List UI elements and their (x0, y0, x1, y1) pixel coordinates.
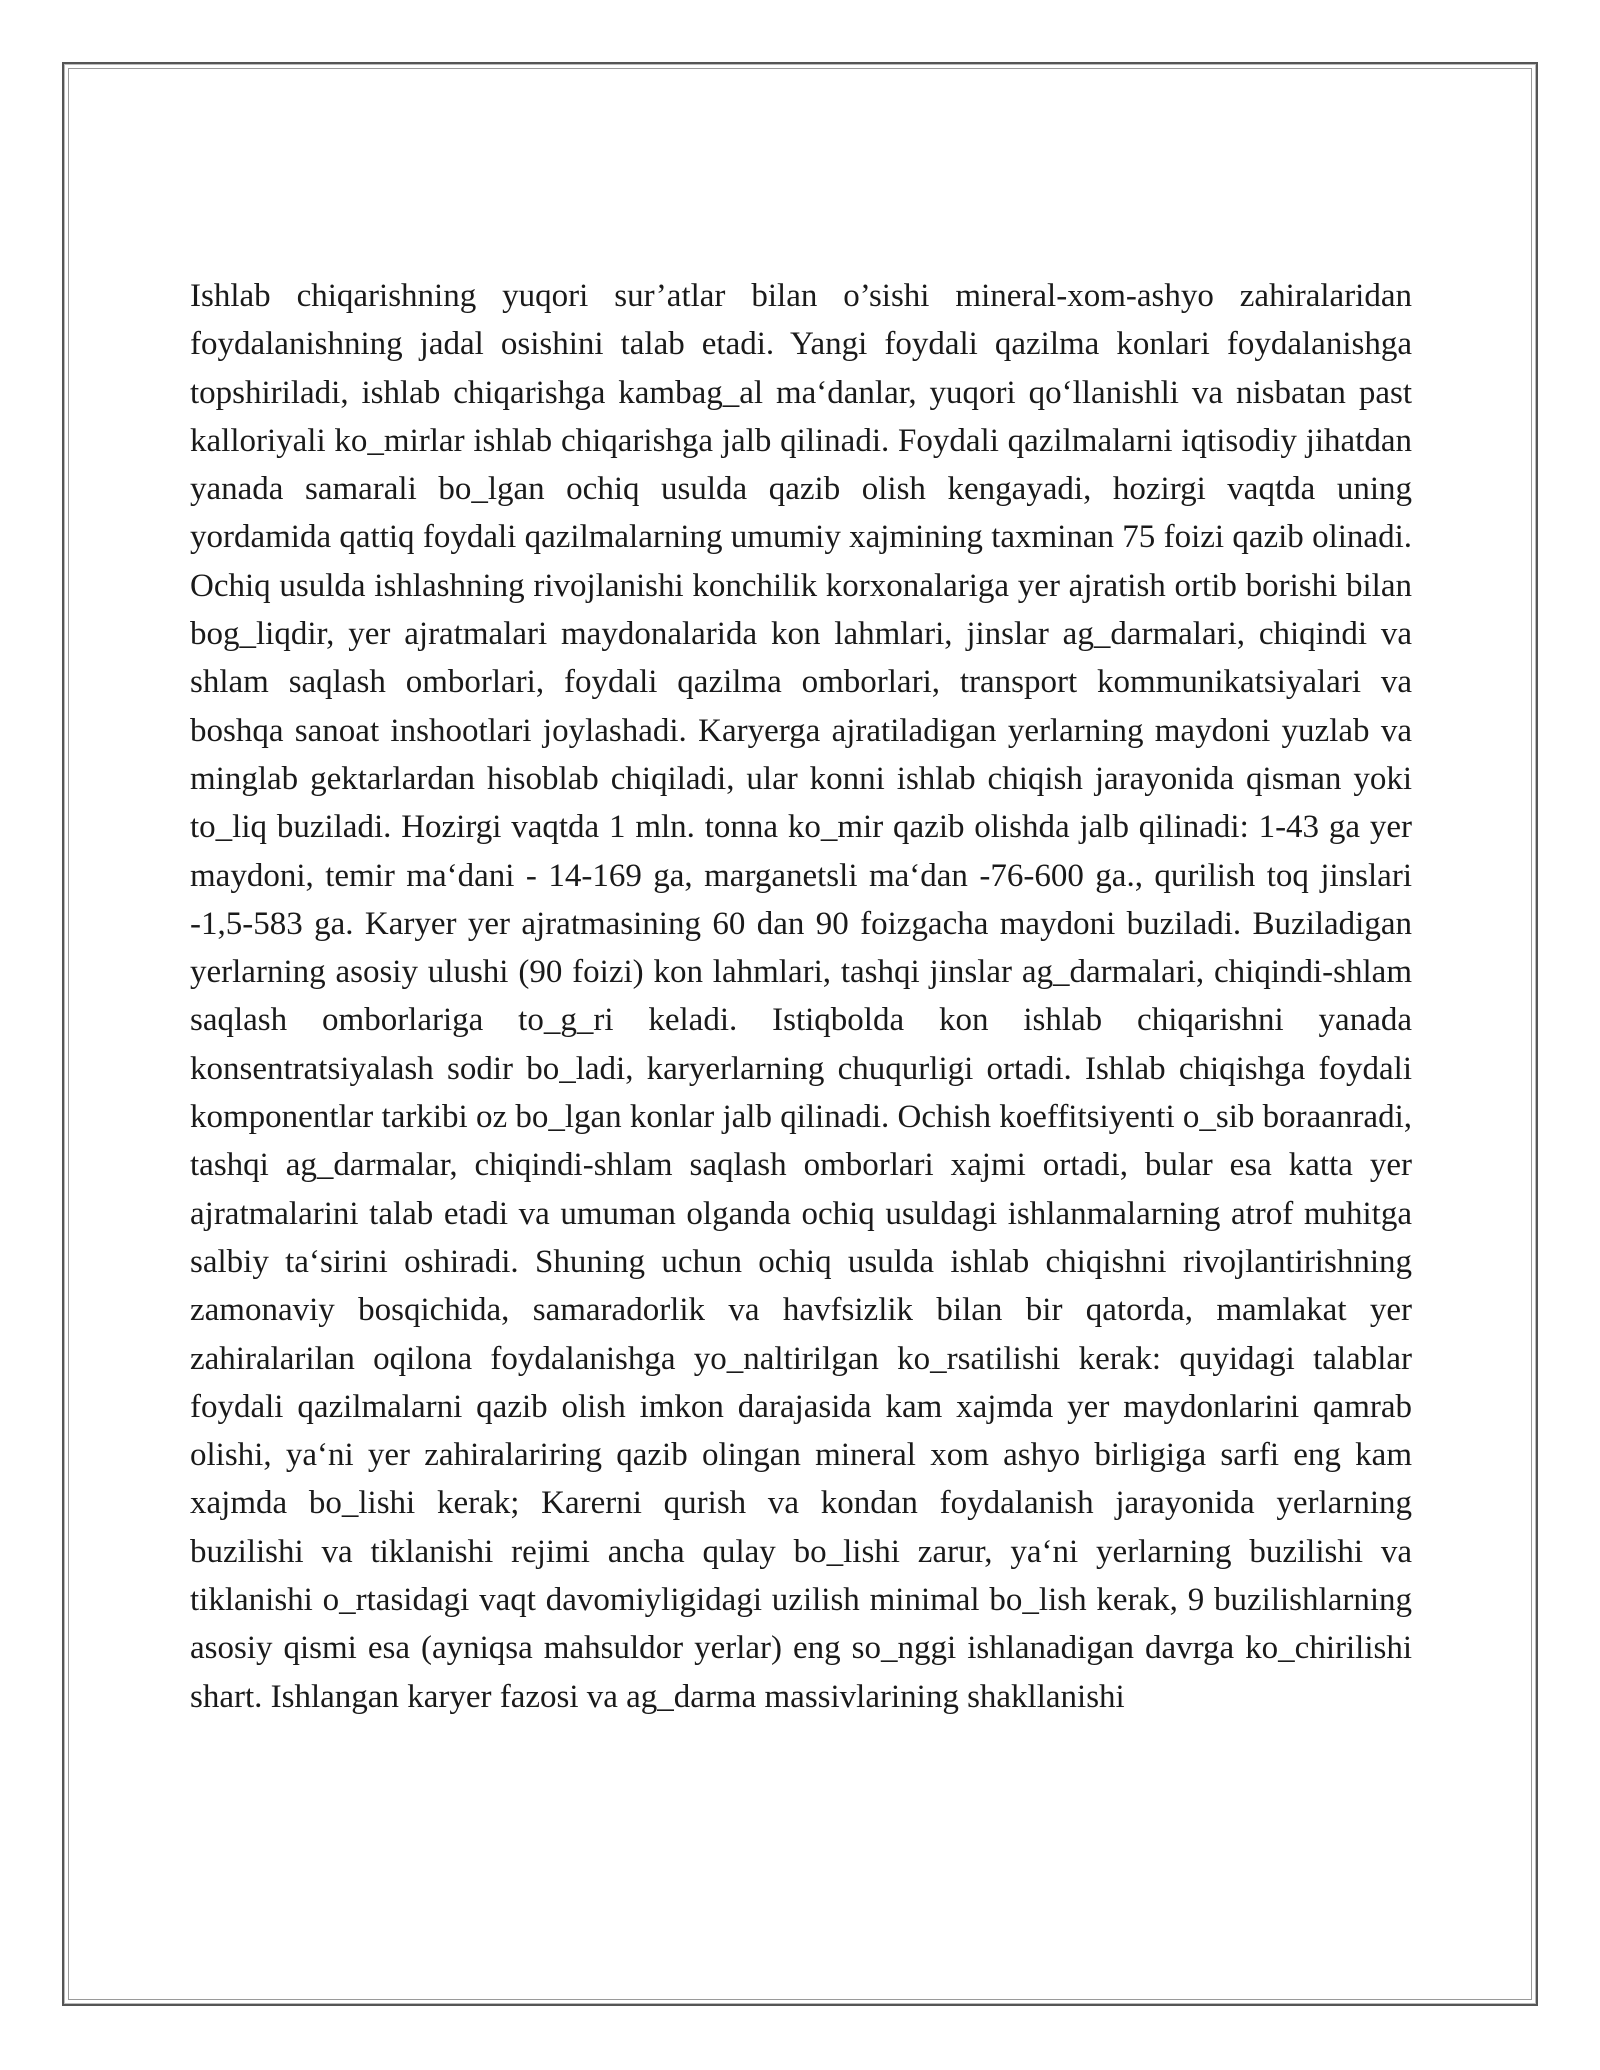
body-paragraph: Ishlab chiqarishning yuqori sur’atlar bilan o’sishi mineral-xom-ashyo zahiralaridan foydalanishning jadal osishini talab etadi. Yangi foydali qazilma konlari foydalanishga topshiriladi, ishlab chiqarishga kambag_al ma‘danlar, yuqori qo‘llanishli va nisbatan past kalloriyali ko_mirlar ishlab chiqarishga jalb qilinadi. Foydali qazilmalarni iqtisodiy jihatdan yanada samarali bo_lgan ochiq usulda qazib olish kengayadi, hozirgi vaqtda uning yordamida qattiq foydali qazilmalarning umumiy xajmining taxminan 75 foizi qazib olinadi. Ochiq usulda ishlashning rivojlanishi konchilik korxonalariga yer ajratish ortib borishi bilan bog_liqdir, yer ajratmalari maydonalarida kon lahmlari, jinslar ag_darmalari, chiqindi va shlam saqlash omborlari, foydali qazilma omborlari, transport kommunikatsiyalari va boshqa sanoat inshootlari joylashadi. Karyerga ajratiladigan yerlarning maydoni yuzlab va minglab gektarlardan hisoblab chiqiladi, ular konni ishlab chiqish jarayonida qisman yoki to_liq buziladi. Hozirgi vaqtda 1 mln. tonna ko_mir qazib olishda jalb qilinadi: 1-43 ga yer maydoni, temir ma‘dani - 14-169 ga, marganetsli ma‘dan -76-600 ga., qurilish toq jinslari -1,5-583 ga. Karyer yer ajratmasining 60 dan 90 foizgacha maydoni buziladi. Buziladigan yerlarning asosiy ulushi (90 foizi) kon lahmlari, tashqi jinslar ag_darmalari, chiqindi-shlam saqlash omborlariga to_g_ri keladi. Istiqbolda kon ishlab chiqarishni yanada konsentratsiyalash sodir bo_ladi, karyerlarning chuqurligi ortadi. Ishlab chiqishga foydali komponentlar tarkibi oz bo_lgan konlar jalb qilinadi. Ochish koeffitsiyenti o_sib boraanradi, tashqi ag_darmalar, chiqindi-shlam saqlash omborlari xajmi ortadi, bular esa katta yer ajratmalarini talab etadi va umuman olganda ochiq usuldagi ishlanmalarning atrof muhitga salbiy ta‘sirini oshiradi. Shuning uchun ochiq usulda ishlab chiqishni rivojlantirishning zamonaviy bosqichida, samaradorlik va havfsizlik bilan bir qatorda, mamlakat yer zahiralarilan oqilona foydalanishga yo_naltirilgan ko_rsatilishi kerak: quyidagi talablar foydali qazilmalarni qazib olish imkon darajasida kam xajmda yer maydonlarini qamrab olishi, ya‘ni yer zahiralariring qazib olingan mineral xom ashyo birligiga sarfi eng kam xajmda bo_lishi kerak; Karerni qurish va kondan foydalanish jarayonida yerlarning buzilishi va tiklanishi rejimi ancha qulay bo_lishi zarur, ya‘ni yerlarning buzilishi va tiklanishi o_rtasidagi vaqt davomiyligidagi uzilish minimal bo_lish kerak, 9 buzilishlarning asosiy qismi esa (ayniqsa mahsuldor yerlar) eng so_nggi ishlanadigan davrga ko_chirilishi shart. Ishlangan karyer fazosi va ag_darma massivlarining shakllanishi (190, 278, 1412, 1715)
